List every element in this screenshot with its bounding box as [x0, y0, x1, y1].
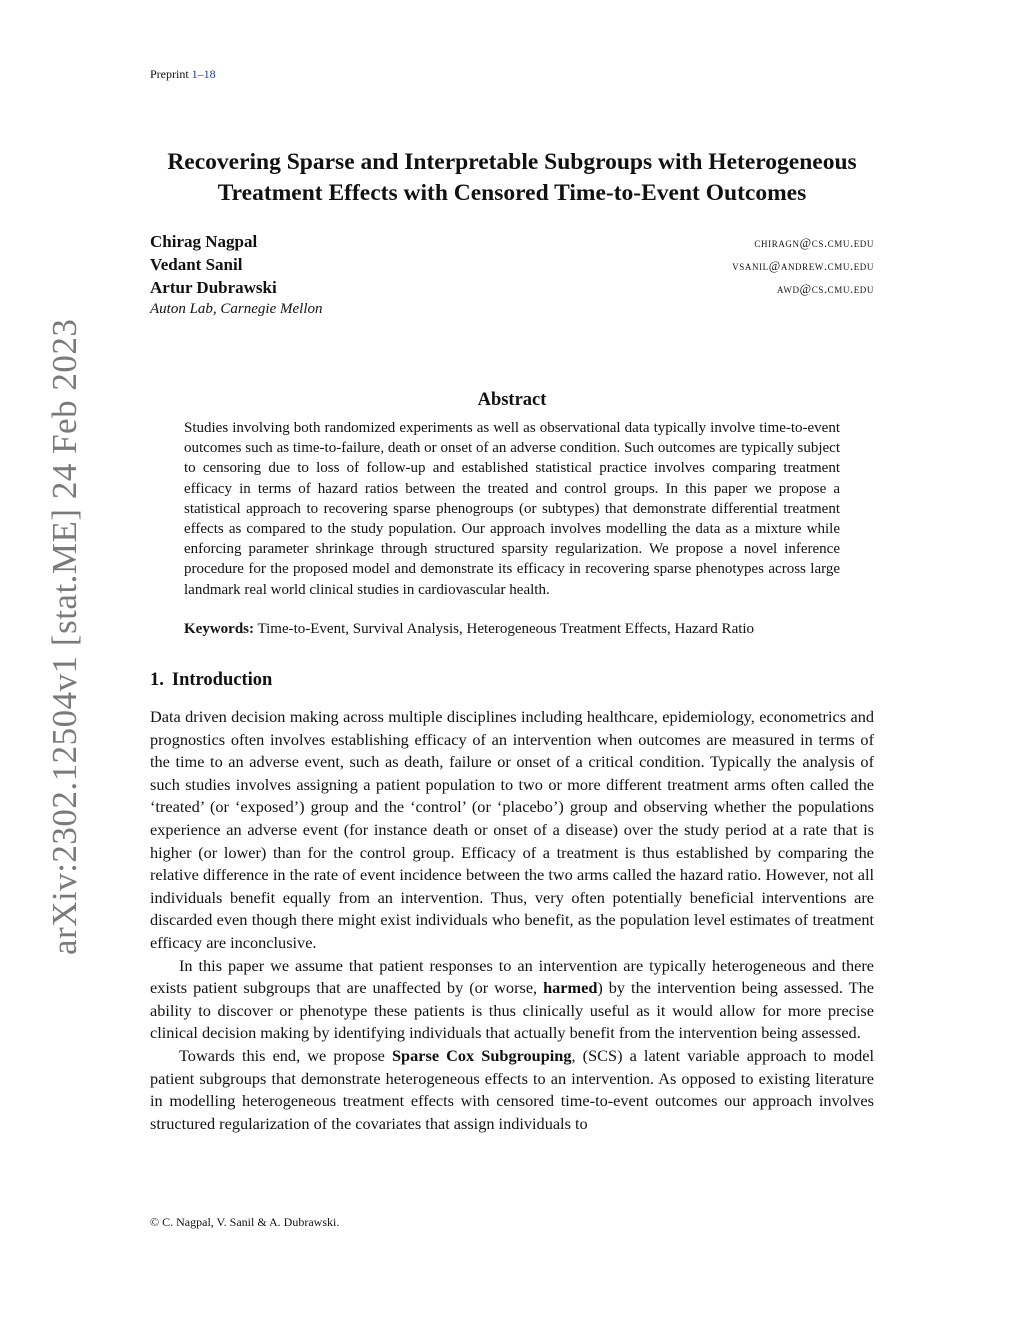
section-heading — [150, 670, 272, 691]
keywords-label: Keywords: — [184, 621, 254, 637]
keywords-list: Time-to-Event, Survival Analysis, Heterogeneous Treatment Effects, Hazard Ratio — [257, 621, 755, 637]
page-range-link[interactable]: 1–18 — [191, 67, 216, 81]
author-email[interactable]: awd@cs.cmu.edu — [777, 282, 874, 296]
emphasis: harmed — [543, 978, 598, 998]
abstract-text: Studies involving both randomized experiments as well as observational data typically involve time-to-event outcomes such as time-to-failure, death or onset of an adverse condition. Such outcomes are typically subject to censoring due to loss of follow-up and established statistical practice involves comparing treatment efficacy in terms of hazard ratios between the treated and control groups. In this paper we propose a statistical approach to recovering sparse phenogroups (or subtypes) that demonstrate differential treatment effects as compared to the study population. Our approach involves modelling the data as a mixture while enforcing parameter shrinkage through structured sparsity regularization. We propose a novel inference procedure for the proposed model and demonstrate its efficacy in recovering sparse phenotypes across large landmark real world clinical studies in cardiovascular health. — [184, 420, 840, 598]
title-line-2: Treatment Effects with Censored Time-to-Event Outcomes — [217, 180, 807, 206]
preprint-label: Preprint — [150, 67, 189, 81]
copyright-footer: © C. Nagpal, V. Sanil & A. Dubrawski. — [150, 1215, 340, 1229]
arxiv-stamp: arXiv:2302.12504v1 [stat.ME] 24 Feb 2023 — [45, 318, 84, 955]
keywords — [184, 621, 840, 638]
author-row — [150, 255, 874, 278]
author-block — [150, 232, 874, 318]
affiliation: Auton Lab, Carnegie Mellon — [150, 301, 323, 317]
author-name: Chirag Nagpal — [150, 232, 258, 251]
introduction-body — [150, 706, 874, 1135]
paragraph: Data driven decision making across multiple disciplines including healthcare, epidemiology, econometrics and prognostics often involves establishing efficacy of an intervention when outcomes are measured in terms of the time to an adverse event, such as death, failure or onset of a critical condition. Typically the analysis of such studies involves assigning a patient population to two or more different treatment arms often called the ‘treated’ (or ‘exposed’) group and the ‘control’ (or ‘placebo’) group and observing whether the populations experience an adverse event (for instance death or onset of a disease) over the study period at a rate that is higher (or lower) than for the control group. Efficacy of a treatment is thus established by comparing the relative difference in the rate of event incidence between the two arms called the hazard ratio. However, not all individuals benefit equally from an intervention. Thus, very often potentially beneficial interventions are discarded even though there might exist individuals who benefit, as the population level estimates of treatment efficacy are inconclusive. — [150, 707, 874, 952]
author-row — [150, 278, 874, 301]
title-line-1: Recovering Sparse and Interpretable Subgroups with Heterogeneous — [167, 149, 857, 175]
section-number: 1. — [150, 670, 164, 690]
author-email[interactable]: vsanil@andrew.cmu.edu — [732, 259, 874, 273]
paragraph: In this paper we assume that patient responses to an intervention are typically heterogeneous and there exists patient subgroups that are unaffected by (or worse, harmed) by the intervention being assessed. The ability to discover or phenotype these patients is thus clinically useful as it would allow for more precise clinical decision making by identifying individuals that actually benefit from the intervention being assessed. — [150, 955, 874, 1043]
section-title: Introduction — [171, 670, 273, 690]
author-row — [150, 232, 874, 255]
author-name: Artur Dubrawski — [150, 278, 277, 297]
author-email[interactable]: chiragn@cs.cmu.edu — [754, 236, 874, 250]
abstract-heading: Abstract — [477, 390, 547, 410]
paragraph: Towards this end, we propose Sparse Cox Subgrouping, (SCS) a latent variable approach to model patient subgroups that demonstrate heterogeneous effects to an intervention. As opposed to existing literature in modelling heterogeneous treatment effects with censored time-to-event outcomes our approach involves structured regularization of the covariates that assign individuals to — [150, 1045, 874, 1133]
paper-title — [120, 147, 904, 209]
method-name: Sparse Cox Subgrouping — [392, 1045, 572, 1065]
author-name: Vedant Sanil — [150, 255, 243, 274]
preprint-header — [150, 67, 216, 82]
